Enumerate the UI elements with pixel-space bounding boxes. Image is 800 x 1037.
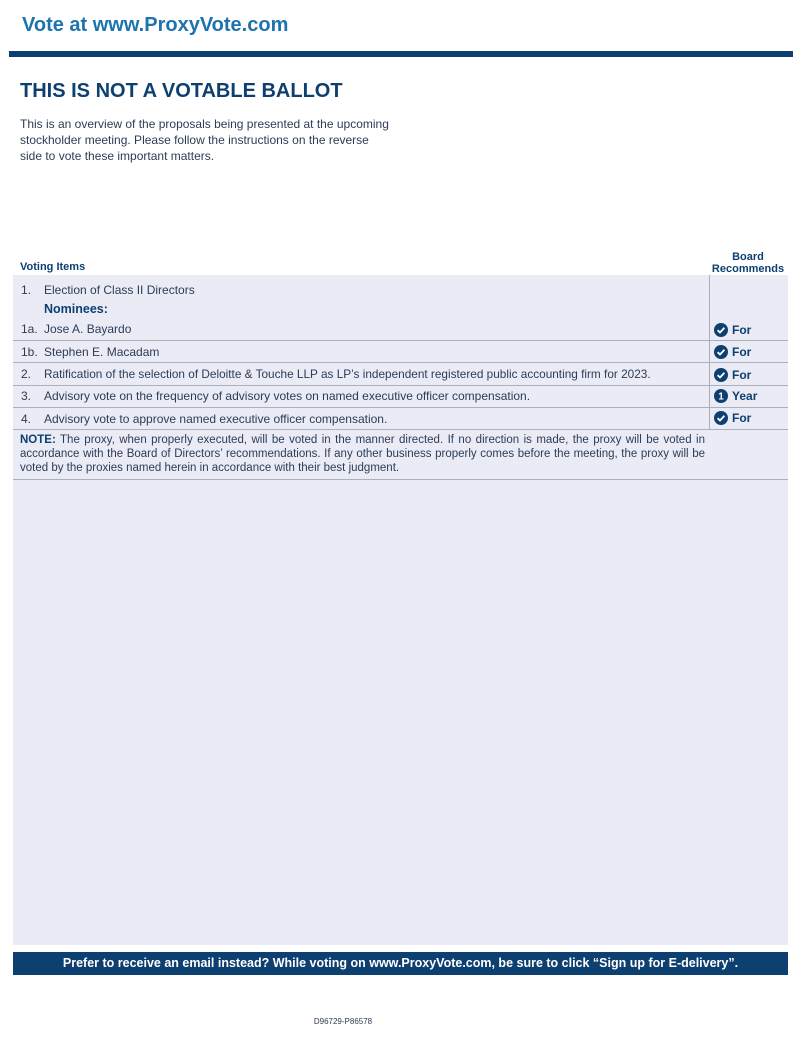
row-divider xyxy=(13,407,788,408)
note-text xyxy=(20,433,705,475)
item-text: Advisory vote on the frequency of advisory votes on named executive officer compensation. xyxy=(44,389,531,403)
check-circle-icon xyxy=(714,345,728,359)
recommendation xyxy=(714,345,751,359)
item-number: 1b. xyxy=(21,345,38,359)
item-number: 1a. xyxy=(21,322,38,336)
item-text: Ratification of the selection of Deloitte & Touche LLP as LP’s independent registered public accounting firm for 2023. xyxy=(44,367,651,381)
recommendation-label: For xyxy=(732,411,752,425)
recommendation xyxy=(714,389,757,403)
item-number: 3. xyxy=(21,389,32,403)
intro-text: This is an overview of the proposals being presented at the upcoming stockholder meeting. Please follow the instructions on the reverse side to vote these important matters. xyxy=(20,117,389,163)
item-text: Jose A. Bayardo xyxy=(44,322,132,336)
note-label: NOTE: xyxy=(20,434,56,446)
note-divider xyxy=(13,479,788,480)
recommendation-label: For xyxy=(732,323,752,337)
svg-text:1: 1 xyxy=(718,391,724,403)
recommendation xyxy=(714,411,751,425)
nominees-label: Nominees: xyxy=(44,302,108,316)
row-divider xyxy=(13,429,788,430)
item-text: Advisory vote to approve named executive officer compensation. xyxy=(44,412,388,426)
item-text: Election of Class II Directors xyxy=(44,283,195,297)
recommendation-label: Year xyxy=(732,389,758,403)
recommendation xyxy=(714,368,751,382)
check-circle-icon xyxy=(714,368,728,382)
header-rule xyxy=(9,51,793,57)
header-title: Vote at www.ProxyVote.com xyxy=(22,14,289,36)
recommendation-label: For xyxy=(732,345,752,359)
row-divider xyxy=(13,385,788,386)
note-body: The proxy, when properly executed, will be voted in the manner directed. If no direction is made, the proxy will be voted in accordance with the Board of Directors’ recommendations. If any other business properly comes before the meeting, the proxy will be voted by the proxies named herein in accordance with their best judgment. xyxy=(20,434,705,474)
document-code: D96729-P86578 xyxy=(313,1017,373,1026)
recommendation xyxy=(714,323,751,337)
number-one-circle-icon xyxy=(714,389,728,403)
row-divider xyxy=(13,362,788,363)
item-number: 1. xyxy=(21,283,32,297)
voting-items-header: Voting Items xyxy=(20,261,86,273)
check-circle-icon xyxy=(714,411,728,425)
item-number: 4. xyxy=(21,412,32,426)
recommendation-label: For xyxy=(732,368,752,382)
board-recommends-header: Board Recommends xyxy=(711,251,785,275)
ballot-title: THIS IS NOT A VOTABLE BALLOT xyxy=(20,80,343,102)
row-divider xyxy=(13,340,788,341)
edelivery-banner: Prefer to receive an email instead? While voting on www.ProxyVote.com, be sure to click “Sign up for E-delivery”. xyxy=(13,952,788,975)
check-circle-icon xyxy=(714,323,728,337)
item-text: Stephen E. Macadam xyxy=(44,345,160,359)
item-number: 2. xyxy=(21,367,32,381)
